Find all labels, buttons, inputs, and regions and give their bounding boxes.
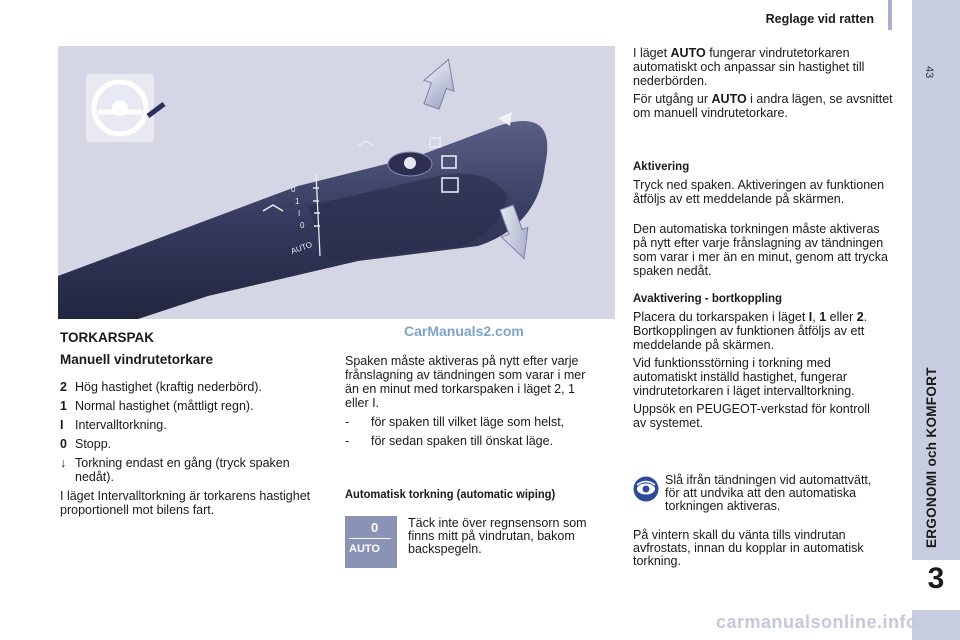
wiper-stalk-illustration xyxy=(58,46,615,319)
position-text: Hög hastighet (kraftig nederbörd). xyxy=(75,380,262,394)
steering-wheel-thumbnail xyxy=(86,74,164,142)
section-title: TORKARSPAK xyxy=(60,330,155,345)
position-key: 0 xyxy=(60,437,67,451)
position-text: Normal hastighet (måttligt regn). xyxy=(75,399,254,413)
position-item xyxy=(60,380,322,394)
reactivation-auto-text: Den automatiska torkningen måste aktiveras på nytt efter varje frånslagning av tändningen som varar i mer än en minut, genom att trycka spaken nedåt. xyxy=(633,222,888,278)
sub-title: Manuell vindrutetorkare xyxy=(60,352,214,367)
deactivation-title: Avaktivering - bortkoppling xyxy=(633,293,783,305)
position-item xyxy=(60,399,322,413)
carmanuals-watermark: CarManuals2.com xyxy=(404,323,524,339)
page-header-title: Reglage vid ratten xyxy=(765,12,874,26)
winter-note: På vintern skall du vänta tills vindrutan avfrostats, innan du kopplar in automatisk torkning. xyxy=(633,528,864,568)
site-watermark: carmanualsonline.info xyxy=(716,612,918,632)
malfunction-text: Vid funktionsstörning i torkning med automatiskt inställd hastighet, fungerar vindrutetorkaren i läget intervalltorkning. xyxy=(633,356,855,398)
eye-warning-icon xyxy=(633,476,659,502)
middle-column xyxy=(345,354,591,453)
deactivation-text: Placera du torkarspaken i läget I, 1 eller 2. Bortkopplingen av funktionen åtföljs av ett meddelande på skärmen. xyxy=(633,310,868,352)
step-item: - för sedan spaken till önskat läge. xyxy=(345,434,554,448)
activation-text: Tryck ned spaken. Aktiveringen av funktionen åtföljs av ett meddelande på skärmen. xyxy=(633,178,885,206)
rain-sensor-text: Täck inte över regnsensorn som finns mitt på vindrutan, bakom backspegeln. xyxy=(408,516,587,556)
step-item: - för spaken till vilket läge som helst, xyxy=(345,415,565,429)
car-wash-note: Slå ifrån tändningen vid automattvätt, för att undvika att den automatiska torkningen aktiveras. xyxy=(665,473,872,513)
auto-exit-paragraph: För utgång ur AUTO i andra lägen, se avsnittet om manuell vindrutetorkare. xyxy=(633,92,893,120)
position-text: Torkning endast en gång (tryck spaken nedåt). xyxy=(75,456,290,484)
chapter-label: ERGONOMI och KOMFORT xyxy=(924,367,939,548)
reactivation-paragraph: Spaken måste aktiveras på nytt efter varje frånslagning av tändningen som varar i mer än en minut med torkarspaken i läget 2, 1 eller I. xyxy=(345,354,586,410)
auto-position-icon: 0 AUTO xyxy=(345,516,397,568)
position-text: Stopp. xyxy=(75,437,112,451)
chapter-number: 3 xyxy=(927,562,945,595)
stalk-label-1: 1 xyxy=(295,197,300,206)
stalk-label-i: I xyxy=(298,209,301,218)
step-text: för sedan spaken till önskat läge. xyxy=(371,434,554,448)
stalk-label-0-stop: 0 xyxy=(300,221,305,230)
position-item xyxy=(60,437,322,451)
auto-paragraph: I läget AUTO fungerar vindrutetorkaren automatiskt och anpassar sin hastighet till nederbörden. xyxy=(633,46,865,88)
wiper-positions-list xyxy=(60,380,322,521)
interval-paragraph: I läget Intervalltorkning är torkarens hastighet proportionell mot bilens fart. xyxy=(60,489,311,517)
page-number: 43 xyxy=(923,66,935,79)
right-column xyxy=(633,46,905,434)
activation-title: Aktivering xyxy=(633,161,690,173)
service-text: Uppsök en PEUGEOT-verkstad för kontroll av systemet. xyxy=(633,402,870,430)
position-key: I xyxy=(60,418,64,432)
position-item xyxy=(60,456,322,484)
stalk-label-0: 0 xyxy=(291,185,296,194)
position-item xyxy=(60,418,322,432)
position-key: 2 xyxy=(60,380,67,394)
step-text: för spaken till vilket läge som helst, xyxy=(371,415,565,429)
position-text: Intervalltorkning. xyxy=(75,418,167,432)
arrow-down-icon: ↓ xyxy=(60,456,67,470)
header-divider xyxy=(888,0,892,30)
auto-wiping-title: Automatisk torkning (automatic wiping) xyxy=(345,487,556,501)
wiper-stalk-drawing xyxy=(58,46,615,319)
stalk-label-auto: AUTO xyxy=(289,239,314,256)
position-key: 1 xyxy=(60,399,67,413)
